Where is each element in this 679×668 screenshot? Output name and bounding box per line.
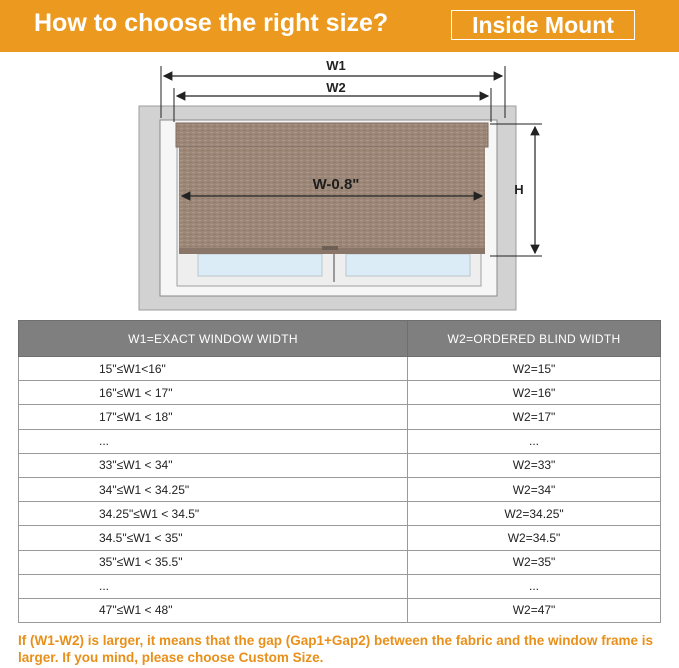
- header-window-width: W1=EXACT WINDOW WIDTH: [19, 321, 408, 357]
- mount-type-label: Inside Mount: [451, 10, 635, 40]
- blind-width-cell: W2=34": [408, 477, 661, 501]
- size-note: If (W1-W2) is larger, it means that the gap (Gap1+Gap2) between the fabric and the window frame is larger. If you mind, please choose Custom Size.: [18, 633, 653, 665]
- blind-width-cell: ...: [408, 429, 661, 453]
- w1-label: W1: [326, 58, 346, 73]
- w2-label: W2: [326, 80, 346, 95]
- header-banner: [0, 0, 679, 52]
- roller-cassette: [176, 123, 488, 147]
- blind-width-cell: W2=17": [408, 405, 661, 429]
- table-row: [19, 405, 661, 429]
- window-width-cell: 33"≤W1 < 34": [19, 453, 408, 477]
- table-row: [19, 381, 661, 405]
- blind-fabric: [179, 147, 485, 253]
- blind-width-cell: W2=34.5": [408, 526, 661, 550]
- table-row: [19, 429, 661, 453]
- window-diagram: [0, 52, 679, 318]
- table-row: [19, 526, 661, 550]
- window-width-cell: 34.25"≤W1 < 34.5": [19, 502, 408, 526]
- table-row: [19, 477, 661, 501]
- table-row: [19, 502, 661, 526]
- glass-pane-right: [346, 254, 470, 276]
- table-row: [19, 453, 661, 477]
- glass-pane-left: [198, 254, 322, 276]
- window-width-cell: ...: [19, 429, 408, 453]
- window-width-cell: ...: [19, 574, 408, 598]
- blind-width-cell: W2=15": [408, 357, 661, 381]
- window-width-cell: 47"≤W1 < 48": [19, 598, 408, 622]
- table-row: [19, 357, 661, 381]
- header-blind-width: W2=ORDERED BLIND WIDTH: [408, 321, 661, 357]
- window-width-cell: 17"≤W1 < 18": [19, 405, 408, 429]
- table-row: [19, 598, 661, 622]
- blind-width-cell: W2=47": [408, 598, 661, 622]
- size-table: [18, 320, 661, 623]
- window-width-cell: 16"≤W1 < 17": [19, 381, 408, 405]
- table-row: [19, 574, 661, 598]
- fabric-width-label: W-0.8": [312, 176, 360, 193]
- window-width-cell: 15"≤W1<16": [19, 357, 408, 381]
- table-row: [19, 550, 661, 574]
- window-width-cell: 34.5"≤W1 < 35": [19, 526, 408, 550]
- height-label: H: [514, 182, 524, 197]
- page-title: How to choose the right size?: [34, 9, 389, 37]
- window-width-cell: 35"≤W1 < 35.5": [19, 550, 408, 574]
- blind-width-cell: W2=33": [408, 453, 661, 477]
- blind-width-cell: W2=16": [408, 381, 661, 405]
- window-width-cell: 34"≤W1 < 34.25": [19, 477, 408, 501]
- blind-width-cell: ...: [408, 574, 661, 598]
- blind-width-cell: W2=34.25": [408, 502, 661, 526]
- blind-width-cell: W2=35": [408, 550, 661, 574]
